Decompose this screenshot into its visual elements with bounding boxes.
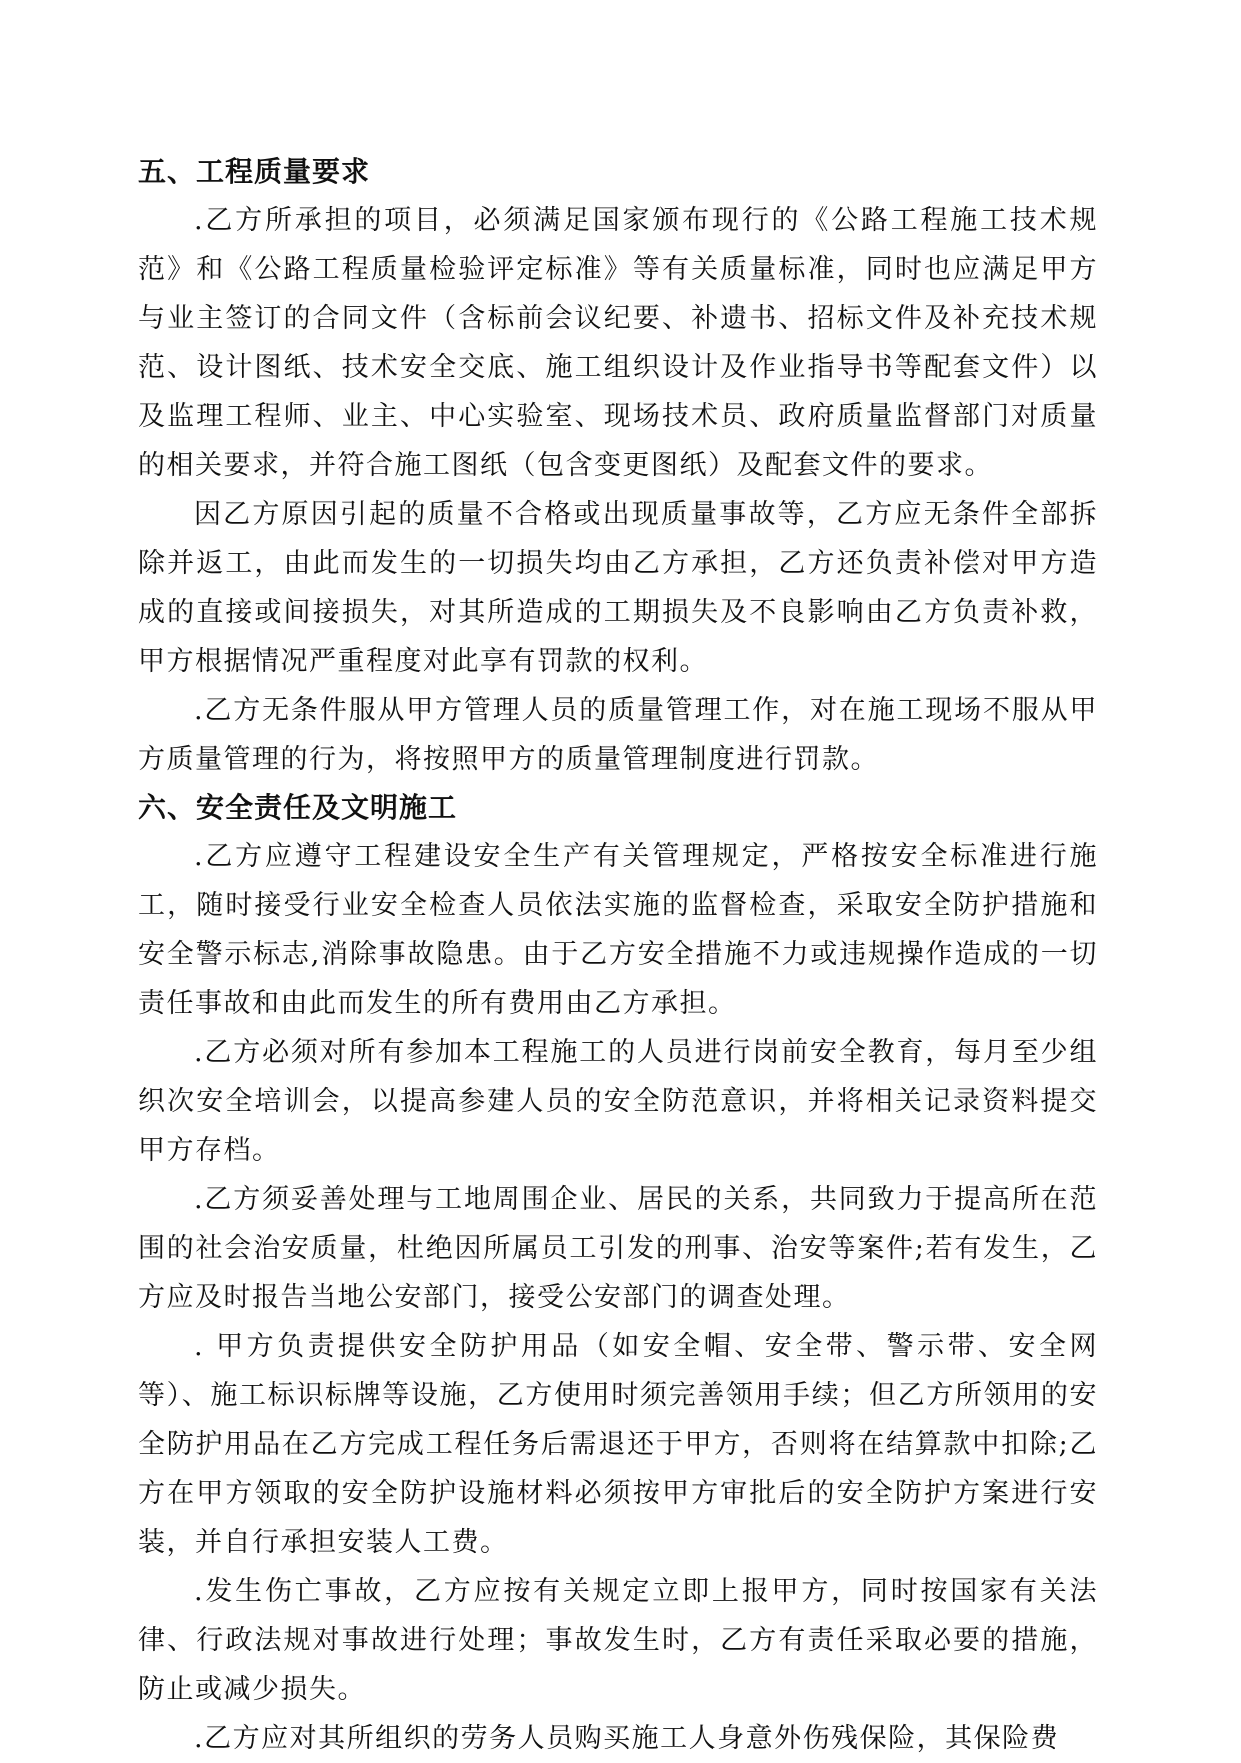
paragraph: .乙方应遵守工程建设安全生产有关管理规定，严格按安全标准进行施工，随时接受行业安全检查人员依法实施的监督检查，采取安全防护措施和安全警示标志,消除事故隐患。由于乙方安全措施不力或违规操作造成的一切责任事故和由此而发生的所有费用由乙方承担。 [138, 841, 1098, 1019]
section-heading-quality: 五、工程质量要求 [138, 155, 371, 188]
document-body [138, 148, 1098, 1763]
paragraph: . 甲方负责提供安全防护用品（如安全帽、安全带、警示带、安全网等）、施工标识标牌等设施，乙方使用时须完善领用手续；但乙方所领用的安全防护用品在乙方完成工程任务后需退还于甲方，否则将在结算款中扣除;乙方在甲方领取的安全防护设施材料必须按甲方审批后的安全防护方案进行安装，并自行承担安装人工费。 [138, 1331, 1098, 1558]
paragraph: .乙方无条件服从甲方管理人员的质量管理工作，对在施工现场不服从甲方质量管理的行为，将按照甲方的质量管理制度进行罚款。 [138, 695, 1098, 775]
paragraph: .乙方应对其所组织的劳务人员购买施工人身意外伤残保险，其保险费 [194, 1723, 1060, 1754]
paragraph: .乙方必须对所有参加本工程施工的人员进行岗前安全教育，每月至少组织次安全培训会，以提高参建人员的安全防范意识，并将相关记录资料提交甲方存档。 [138, 1037, 1098, 1166]
section-heading-safety: 六、安全责任及文明施工 [138, 791, 458, 824]
paragraph: .乙方须妥善处理与工地周围企业、居民的关系，共同致力于提高所在范围的社会治安质量，杜绝因所属员工引发的刑事、治安等案件;若有发生，乙方应及时报告当地公安部门，接受公安部门的调查处理。 [138, 1184, 1098, 1313]
paragraph: .乙方所承担的项目，必须满足国家颁布现行的《公路工程施工技术规范》和《公路工程质量检验评定标准》等有关质量标准，同时也应满足甲方与业主签订的合同文件（含标前会议纪要、补遗书、招标文件及补充技术规范、设计图纸、技术安全交底、施工组织设计及作业指导书等配套文件）以及监理工程师、业主、中心实验室、现场技术员、政府质量监督部门对质量的相关要求，并符合施工图纸（包含变更图纸）及配套文件的要求。 [138, 205, 1098, 481]
paragraph: 因乙方原因引起的质量不合格或出现质量事故等，乙方应无条件全部拆除并返工，由此而发生的一切损失均由乙方承担，乙方还负责补偿对甲方造成的直接或间接损失，对其所造成的工期损失及不良影响由乙方负责补救，甲方根据情况严重程度对此享有罚款的权利。 [138, 499, 1098, 677]
paragraph: .发生伤亡事故，乙方应按有关规定立即上报甲方，同时按国家有关法律、行政法规对事故进行处理；事故发生时，乙方有责任采取必要的措施，防止或减少损失。 [138, 1576, 1098, 1705]
